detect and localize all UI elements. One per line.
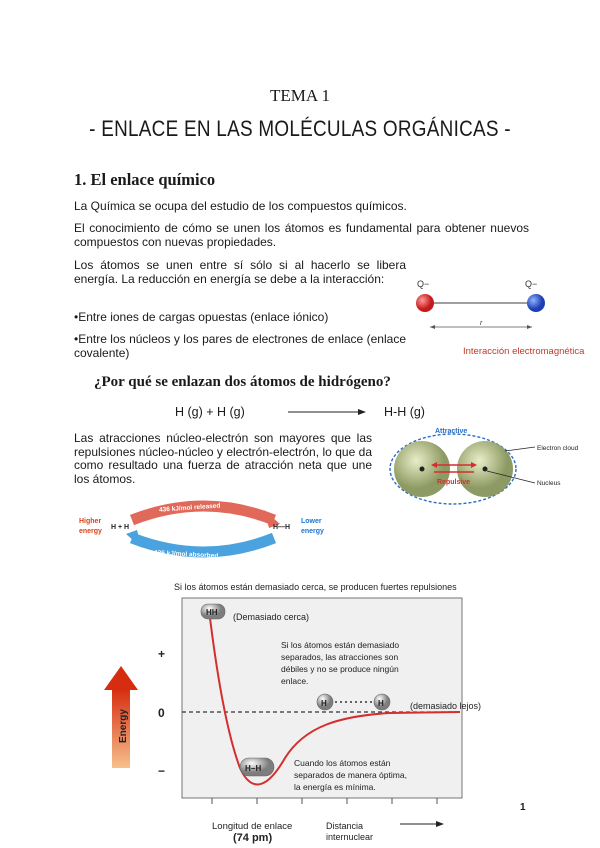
interaction-figure bbox=[410, 275, 600, 360]
q-plus-label: Q− bbox=[525, 279, 538, 289]
attractive-label: Attractive bbox=[435, 428, 468, 435]
curve-top-caption: Si los átomos están demasiado cerca, se producen fuertes repulsiones bbox=[174, 582, 457, 592]
energy-label-1: energy bbox=[79, 528, 102, 535]
hh-close-label: HH bbox=[206, 608, 218, 617]
bullet-ionico: •Entre iones de cargas opuestas (enlace iónico) bbox=[74, 310, 329, 324]
page-title: - ENLACE EN LAS MOLÉCULAS ORGÁNICAS - bbox=[89, 116, 511, 141]
reaction-arrow bbox=[288, 405, 368, 419]
opt-text-3: la energía es mínima. bbox=[294, 782, 376, 792]
too-close-label: (Demasiado cerca) bbox=[233, 612, 310, 622]
equation-product: H-H (g) bbox=[384, 405, 425, 419]
higher-label: Higher bbox=[79, 518, 102, 525]
h-h-label: H—H bbox=[273, 524, 291, 531]
section-heading-hidrogeno: ¿Por qué se enlazan dos átomos de hidrógeno? bbox=[94, 374, 391, 390]
paragraph-intro: La Química se ocupa del estudio de los compuestos químicos. bbox=[74, 199, 407, 213]
paragraph-energia: Los átomos se unen entre sí sólo si al hacerlo se libera energía. La reducción en energía se debe a la interacción: bbox=[74, 258, 406, 286]
equation-reactants: H (g) + H (g) bbox=[175, 405, 245, 419]
opt-text-2: separados de manera óptima, bbox=[294, 770, 407, 780]
distance-label-2: internuclear bbox=[326, 832, 374, 842]
energy-cycle-figure bbox=[74, 496, 334, 568]
far-text-3: débiles y no se produce ningún bbox=[281, 664, 399, 674]
negative-charge bbox=[416, 294, 434, 312]
energy-axis-label: Energy bbox=[118, 709, 129, 743]
y-zero: 0 bbox=[158, 706, 165, 720]
interaction-caption: Interacción electromagnética bbox=[463, 346, 585, 357]
paragraph-atracciones: Las atracciones núcleo-electrón son mayores que las repulsiones núcleo-núcleo y electrón-electrón, lo que da como resultado una fuerza de atracción neta que une los átomos. bbox=[74, 431, 372, 486]
paragraph-conocimiento: El conocimiento de cómo se unen los átomos es fundamental para obtener nuevos compuestos con nuevas propiedades. bbox=[74, 221, 529, 249]
lower-label: Lower bbox=[301, 518, 322, 525]
nucleus-label: Nucleus bbox=[537, 480, 561, 487]
positive-charge bbox=[527, 294, 545, 312]
opt-text-1: Cuando los átomos están bbox=[294, 758, 391, 768]
y-plus: + bbox=[158, 647, 166, 661]
atoms-figure bbox=[385, 425, 600, 510]
h-far-left: H bbox=[321, 699, 327, 708]
section-heading-enlace: 1. El enlace químico bbox=[74, 170, 216, 189]
y-minus: − bbox=[158, 764, 166, 778]
electron-cloud-label: Electron cloud bbox=[537, 445, 579, 452]
absorbed-label: 436 kJ/mol absorbed bbox=[153, 549, 219, 560]
h-far-right: H bbox=[378, 699, 384, 708]
q-minus-label: Q− bbox=[417, 279, 430, 289]
h-h-optimal-label: H−H bbox=[245, 764, 262, 773]
bullet-covalente: •Entre los núcleos y los pares de electrones de enlace (enlace covalente) bbox=[74, 332, 406, 360]
energy-label-2: energy bbox=[301, 528, 324, 535]
distance-label-1: Distancia bbox=[326, 821, 364, 831]
h-plus-h-label: H + H bbox=[111, 524, 130, 531]
bond-length-value: (74 pm) bbox=[233, 832, 273, 844]
far-text-1: Si los átomos están demasiado bbox=[281, 640, 400, 650]
repulsive-label: Repulsive bbox=[437, 479, 471, 486]
distance-r-label: r bbox=[480, 320, 483, 327]
bond-length-label: Longitud de enlace bbox=[212, 821, 293, 832]
potential-energy-figure bbox=[100, 578, 520, 848]
tema-label: TEMA 1 bbox=[270, 86, 330, 105]
too-far-label: (demasiado lejos) bbox=[410, 701, 482, 711]
far-text-2: separados, las atracciones son bbox=[281, 652, 399, 662]
released-label: 436 kJ/mol released bbox=[158, 502, 221, 514]
far-text-4: enlace. bbox=[281, 676, 309, 686]
page-number: 1 bbox=[520, 802, 526, 813]
